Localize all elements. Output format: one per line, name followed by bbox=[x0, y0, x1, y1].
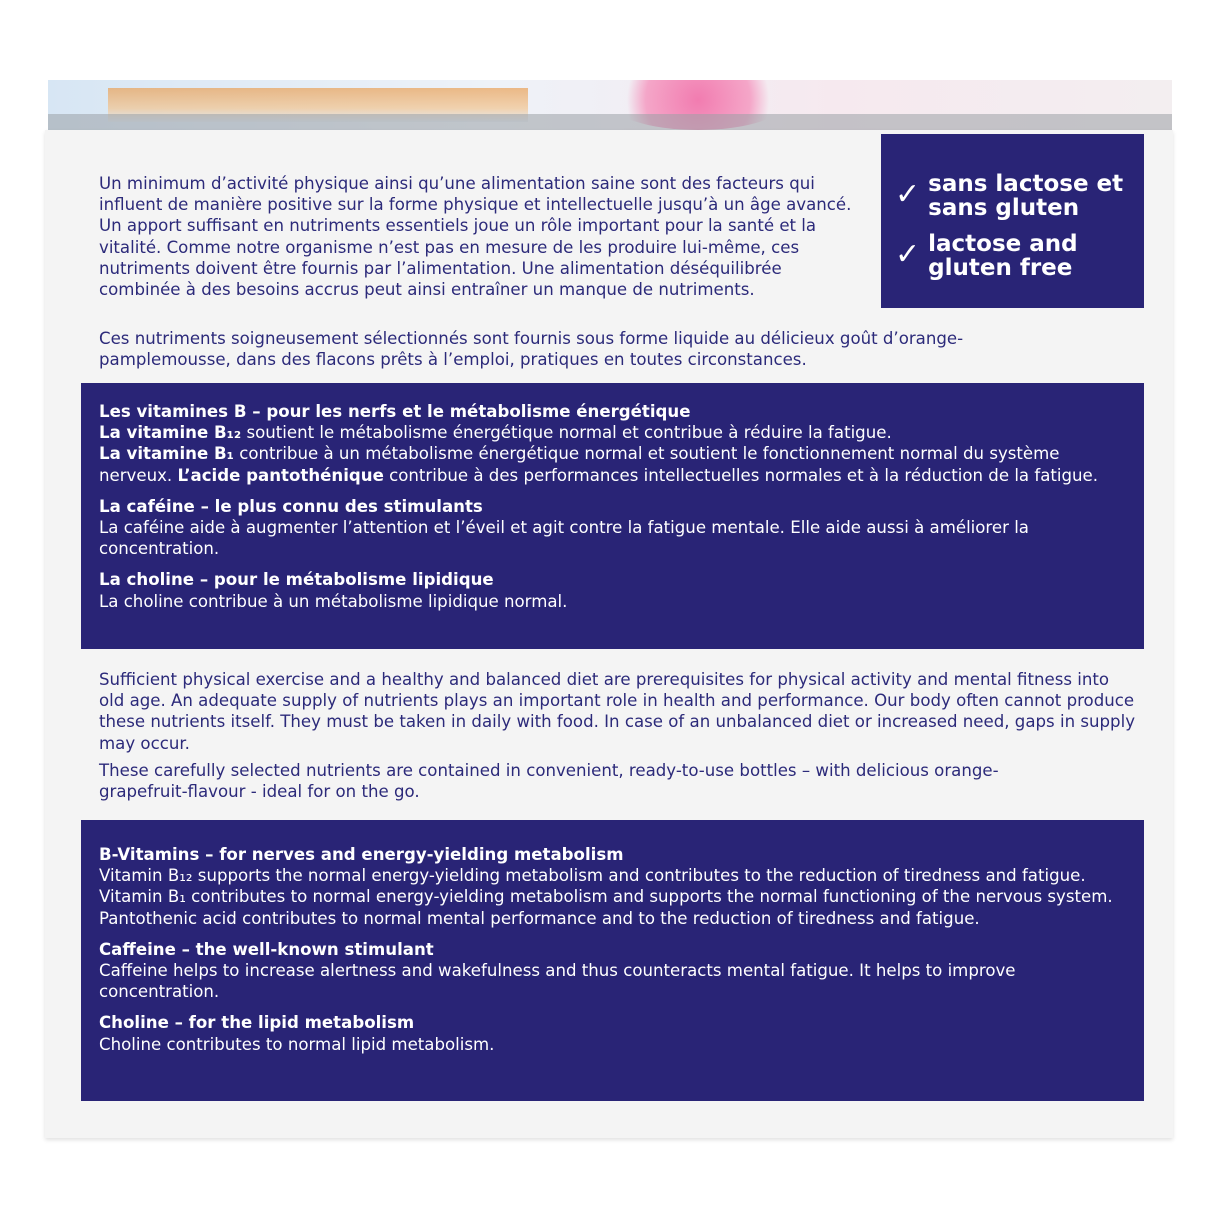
badge-text-fr: sans lactose et sans gluten bbox=[928, 171, 1124, 221]
section-b-vitamins-en bbox=[99, 844, 1129, 929]
pantothenic-label: L’acide pantothénique bbox=[177, 465, 384, 485]
intro-en-paragraph-2: These carefully selected nutrients are contained in convenient, ready-to-use bottles – with delicious orange-grapefruit-flavour - ideal for on the go. bbox=[99, 761, 999, 802]
section-choline-en bbox=[99, 1012, 1129, 1054]
b12-description: soutient le métabolisme énergétique normal et contribue à réduire la fatigue. bbox=[241, 423, 892, 443]
section-title: La caféine – le plus connu des stimulants bbox=[99, 496, 483, 516]
section-caffeine-fr bbox=[99, 496, 1129, 560]
intro-fr-paragraph-2: Ces nutriments soigneusement sélectionnés sont fournis sous forme liquide au délicieux goût d’orange-pamplemousse, dans des flacons prêts à l’emploi, pratiques en toutes circonstances. bbox=[99, 329, 964, 370]
section-title: Choline – for the lipid metabolism bbox=[99, 1013, 415, 1033]
badge-row-fr bbox=[895, 172, 1128, 220]
section-title: Les vitamines B – pour les nerfs et le métabolisme énergétique bbox=[99, 402, 691, 421]
section-title: La choline – pour le métabolisme lipidique bbox=[99, 570, 494, 590]
section-title: Caffeine – the well-known stimulant bbox=[99, 939, 434, 959]
section-text: Choline contributes to normal lipid metabolism. bbox=[99, 1034, 495, 1054]
info-box-en-content bbox=[99, 844, 1129, 1065]
badge-row-en bbox=[895, 232, 1098, 280]
b12-text bbox=[99, 423, 892, 442]
allergen-badge bbox=[881, 134, 1144, 308]
section-caffeine-en bbox=[99, 939, 1129, 1003]
info-box-fr bbox=[81, 383, 1144, 649]
pantothenic-description: contribue à des performances intellectuelles normales et à la réduction de la fatigue. bbox=[383, 465, 1099, 485]
section-choline-fr bbox=[99, 569, 1129, 611]
section-text: Caffeine helps to increase alertness and wakefulness and thus counteracts mental fatigue. It helps to improve concentration. bbox=[99, 961, 1016, 1002]
checkmark-icon: ✓ bbox=[895, 237, 921, 272]
b1-label: La vitamine B₁ bbox=[99, 444, 234, 464]
package-top-edge bbox=[48, 114, 1172, 130]
section-text: Vitamin B₁₂ supports the normal energy-yielding metabolism and contributes to the reduction of tiredness and fatigue. Vitamin B₁ contributes to normal energy-yielding metabolism and supports the normal functioning of the nervous system. Pantothenic acid contributes to normal mental performance and to the reduction of tiredness and fatigue. bbox=[99, 866, 1113, 928]
badge-text-en: lactose and gluten free bbox=[928, 231, 1078, 281]
b1-text bbox=[99, 444, 1098, 484]
b12-label: La vitamine B₁₂ bbox=[99, 423, 242, 443]
section-title: B-Vitamins – for nerves and energy-yielding metabolism bbox=[99, 845, 624, 864]
intro-fr-paragraph-1: Un minimum d’activité physique ainsi qu’une alimentation saine sont des facteurs qui influent de manière positive sur la forme physique et intellectuelle jusqu’à un âge avancé. Un apport suffisant en nutriments essentiels joue un rôle important pour la santé et la vitalité. Comme notre organisme n’est pas en mesure de les produire lui-même, ces nutriments doivent être fournis par l’alimentation. Une alimentation déséquilibrée combinée à des besoins accrus peut ainsi entraîner un manque de nutriments. bbox=[99, 174, 852, 300]
b1-description: contribue à un métabolisme énergétique normal et soutient le fonctionnement normal du système nerveux. bbox=[99, 444, 1060, 485]
intro-en-paragraph-1: Sufficient physical exercise and a healthy and balanced diet are prerequisites for physical activity and mental fitness into old age. An adequate supply of nutrients plays an important role in health and performance. Our body often cannot produce these nutrients itself. They must be taken in daily with food. In case of an unbalanced diet or increased need, gaps in supply may occur. bbox=[99, 670, 1136, 753]
package-top-flap bbox=[48, 80, 1172, 130]
section-text: La choline contribue à un métabolisme lipidique normal. bbox=[99, 591, 568, 611]
section-text: La caféine aide à augmenter l’attention et l’éveil et agit contre la fatigue mentale. Elle aide aussi à améliorer la concentration. bbox=[99, 518, 1029, 559]
info-box-fr-content bbox=[99, 401, 1129, 622]
section-b-vitamins-fr bbox=[99, 401, 1129, 486]
checkmark-icon: ✓ bbox=[895, 177, 921, 212]
info-box-en bbox=[81, 820, 1144, 1101]
